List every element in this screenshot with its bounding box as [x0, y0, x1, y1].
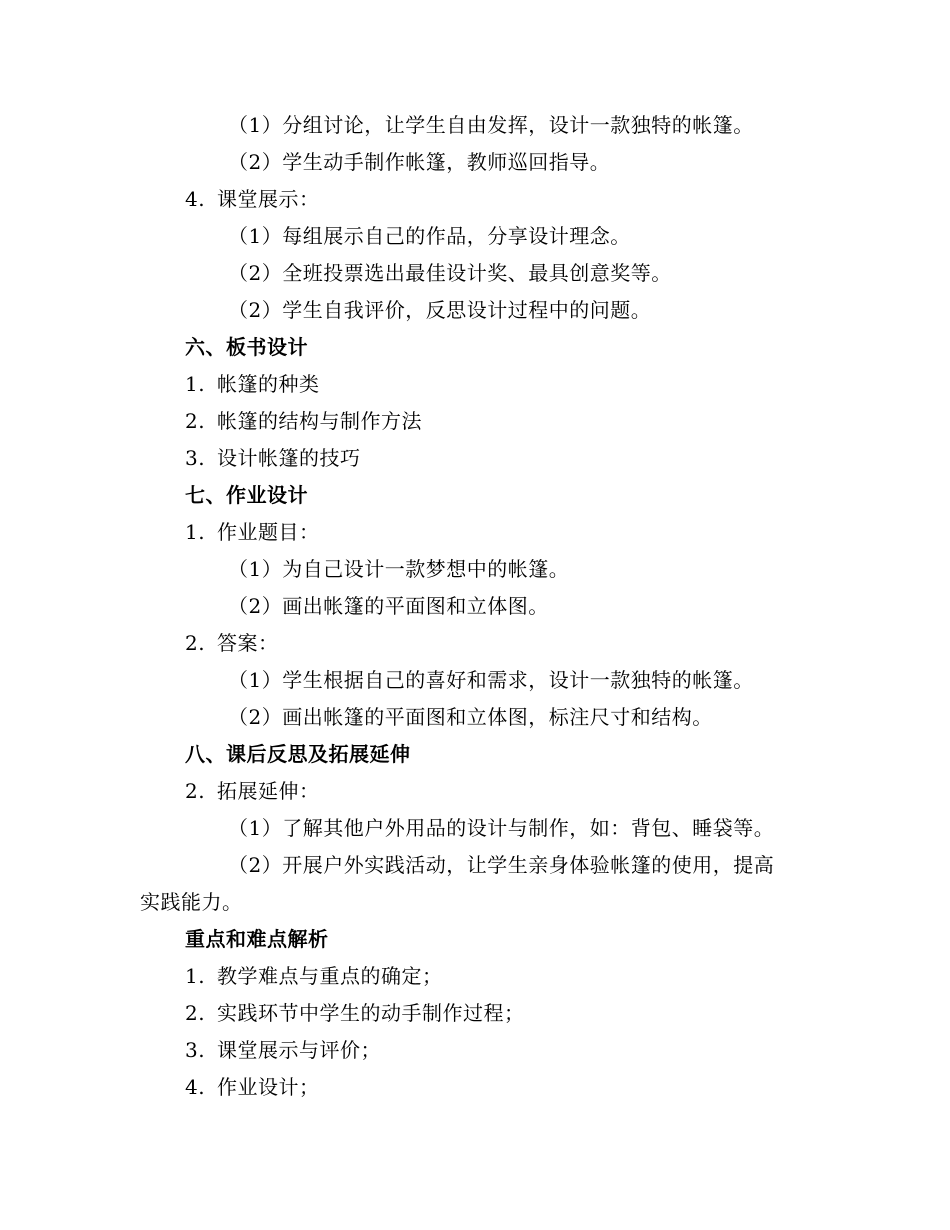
section-heading: 重点和难点解析	[185, 927, 329, 951]
paragraph-line: （1）学生根据自己的喜好和需求，设计一款独特的帐篷。	[228, 668, 754, 692]
list-item: 2. 实践环节中学生的动手制作过程；	[185, 1001, 525, 1025]
list-item: 3. 设计帐篷的技巧	[185, 446, 361, 470]
list-number: 4.	[185, 187, 206, 211]
list-number: 2.	[185, 409, 206, 433]
list-item: 2. 答案：	[185, 631, 279, 655]
paragraph-line: （1）分组讨论，让学生自由发挥，设计一款独特的帐篷。	[228, 113, 754, 137]
list-number: 1.	[185, 964, 206, 988]
paragraph-line: （1）为自己设计一款梦想中的帐篷。	[228, 557, 570, 581]
section-heading: 七、作业设计	[185, 483, 308, 507]
list-item: 3. 课堂展示与评价；	[185, 1038, 381, 1062]
list-number: 2.	[185, 1001, 206, 1025]
paragraph-line: （2）开展户外实践活动，让学生亲身体验帐篷的使用，提高	[228, 853, 775, 877]
paragraph-line: （2）画出帐篷的平面图和立体图。	[228, 594, 549, 618]
paragraph-line: （2）全班投票选出最佳设计奖、最具创意奖等。	[228, 261, 672, 285]
list-item: 2. 拓展延伸：	[185, 779, 320, 803]
paragraph-line: （2）学生动手制作帐篷，教师巡回指导。	[228, 150, 611, 174]
list-number: 1.	[185, 372, 206, 396]
list-item: 1. 教学难点与重点的确定；	[185, 964, 443, 988]
list-number: 1.	[185, 520, 206, 544]
list-number: 2.	[185, 631, 206, 655]
list-item: 4. 作业设计；	[185, 1075, 320, 1099]
list-item: 1. 帐篷的种类	[185, 372, 320, 396]
list-item: 1. 作业题目：	[185, 520, 320, 544]
list-number: 3.	[185, 1038, 206, 1062]
list-item: 2. 帐篷的结构与制作方法	[185, 409, 422, 433]
paragraph-line: （2）画出帐篷的平面图和立体图，标注尺寸和结构。	[228, 705, 713, 729]
paragraph-line: 实践能力。	[140, 890, 243, 914]
paragraph-line: （1）了解其他户外用品的设计与制作，如：背包、睡袋等。	[228, 816, 775, 840]
list-number: 3.	[185, 446, 206, 470]
list-number: 4.	[185, 1075, 206, 1099]
list-number: 2.	[185, 779, 206, 803]
paragraph-line: （1）每组展示自己的作品，分享设计理念。	[228, 224, 631, 248]
paragraph-line: （2）学生自我评价，反思设计过程中的问题。	[228, 298, 652, 322]
section-heading: 八、课后反思及拓展延伸	[185, 742, 411, 766]
list-item: 4. 课堂展示：	[185, 187, 320, 211]
section-heading: 六、板书设计	[185, 335, 308, 359]
